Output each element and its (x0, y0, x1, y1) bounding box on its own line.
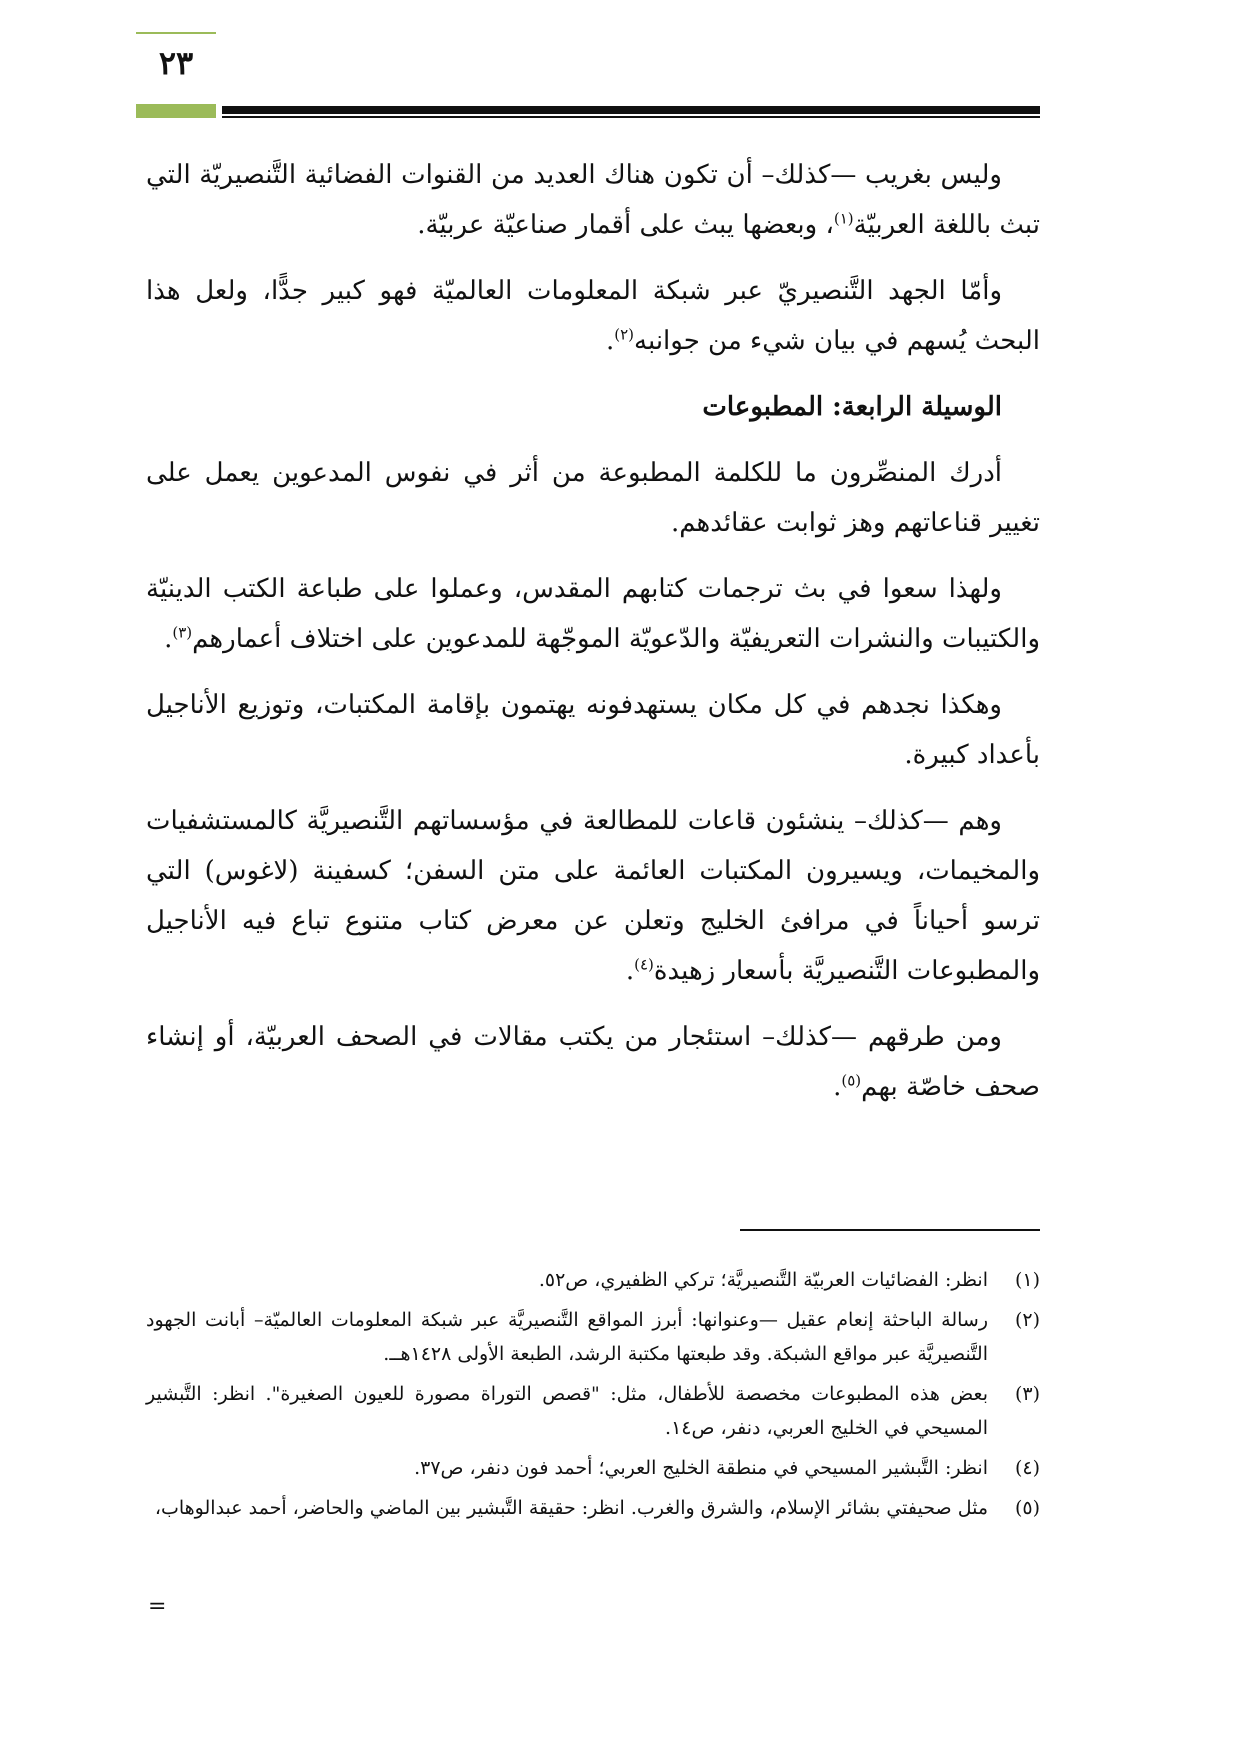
footnote (146, 1491, 1040, 1525)
paragraph: ومن طرقهم —كذلك– استئجار من يكتب مقالات في الصحف العربيّة، أو إنشاء صحف خاصّة بهم$^{(٥)}$. (146, 1022, 1040, 1102)
footnote (146, 1451, 1040, 1485)
paragraph: وأمّا الجهد التَّنصيريّ عبر شبكة المعلومات العالميّة فهو كبير جدًّا، ولعل هذا البحث يُسهم في بيان شيء من جوانبه$^{(٢)}$. (146, 276, 1040, 356)
footnotes (146, 1263, 1040, 1531)
paragraph: وهكذا نجدهم في كل مكان يستهدفونه يهتمون بإقامة المكتبات، وتوزيع الأناجيل بأعداد كبيرة. (146, 690, 1040, 770)
footnote-number: (٢) (1014, 1309, 1040, 1331)
footnote (146, 1303, 1040, 1371)
page-number: ٢٣ (158, 44, 194, 82)
footnote-ref: (٥) (841, 1071, 862, 1090)
paragraph: وهم —كذلك– ينشئون قاعات للمطالعة في مؤسساتهم التَّنصيريَّة كالمستشفيات والمخيمات، ويسيرون المكتبات العائمة على متن السفن؛ كسفينة (لاغوس) التي ترسو أحياناً في مرافئ الخليج وتعلن عن معرض كتاب متنوع تباع فيه الأناجيل والمطبوعات التَّنصيريَّة بأسعار زهيدة$^{(٤)}$. (146, 806, 1040, 986)
footnote-ref: (٢) (614, 325, 635, 344)
header-top-line (136, 32, 216, 34)
footnote-number: (٤) (1014, 1457, 1040, 1479)
paragraph: ولهذا سعوا في بث ترجمات كتابهم المقدس، وعملوا على طباعة الكتب الدينيّة والكتيبات والنشرات التعريفيّة والدّعويّة الموجّهة للمدعوين على اختلاف أعمارهم$^{(٣)}$. (146, 574, 1040, 654)
footnote-ref: (١) (833, 209, 854, 228)
body-text (146, 150, 1040, 1128)
footnote-text: انظر: التَّبشير المسيحي في منطقة الخليج العربي؛ أحمد فون دنفر، ص٣٧. (414, 1457, 988, 1479)
footnote-text: بعض هذه المطبوعات مخصصة للأطفال، مثل: "قصص التوراة مصورة للعيون الصغيرة". انظر: التَّبشير المسيحي في الخليج العربي، دنفر، ص١٤. (146, 1383, 988, 1439)
section-heading: الوسيلة الرابعة: المطبوعات (702, 392, 1002, 422)
footnote-text: انظر: الفضائيات العربيّة التَّنصيريَّة؛ تركي الظفيري، ص٥٢. (538, 1269, 988, 1291)
footnote-ref: (٤) (634, 955, 654, 974)
footnote-text: مثل صحيفتي بشائر الإسلام، والشرق والغرب. انظر: حقيقة التَّبشير بين الماضي والحاضر، أحمد عبدالوهاب، (154, 1497, 988, 1519)
footnote-text: رسالة الباحثة إنعام عقيل —وعنوانها: أبرز المواقع التَّنصيريَّة عبر شبكة المعلومات العالميّة– أبانت الجهود التَّنصيريَّة عبر مواقع الشبكة. وقد طبعتها مكتبة الرشد، الطبعة الأولى ١٤٢٨هــ. (146, 1309, 988, 1365)
paragraph: وليس بغريب —كذلك– أن تكون هناك العديد من القنوات الفضائية التَّنصيريّة التي تبث باللغة العربيّة$^{(١)}$، وبعضها يبث على أقمار صناعيّة عربيّة. (146, 160, 1040, 240)
continuation-mark: = (148, 1594, 167, 1619)
footnote-ref: (٣) (172, 623, 193, 642)
header-rule (222, 106, 1040, 114)
footnote-number: (١) (1014, 1269, 1040, 1291)
header-rule-thin (222, 116, 1040, 118)
footnote (146, 1263, 1040, 1297)
footnote-separator (740, 1229, 1040, 1231)
footnote-number: (٣) (1014, 1383, 1040, 1405)
paragraph: أدرك المنصِّرون ما للكلمة المطبوعة من أثر في نفوس المدعوين يعمل على تغيير قناعاتهم وهز ثوابت عقائدهم. (146, 458, 1040, 538)
footnote (146, 1377, 1040, 1445)
footnote-number: (٥) (1014, 1497, 1040, 1519)
header-accent-bar (136, 104, 216, 118)
